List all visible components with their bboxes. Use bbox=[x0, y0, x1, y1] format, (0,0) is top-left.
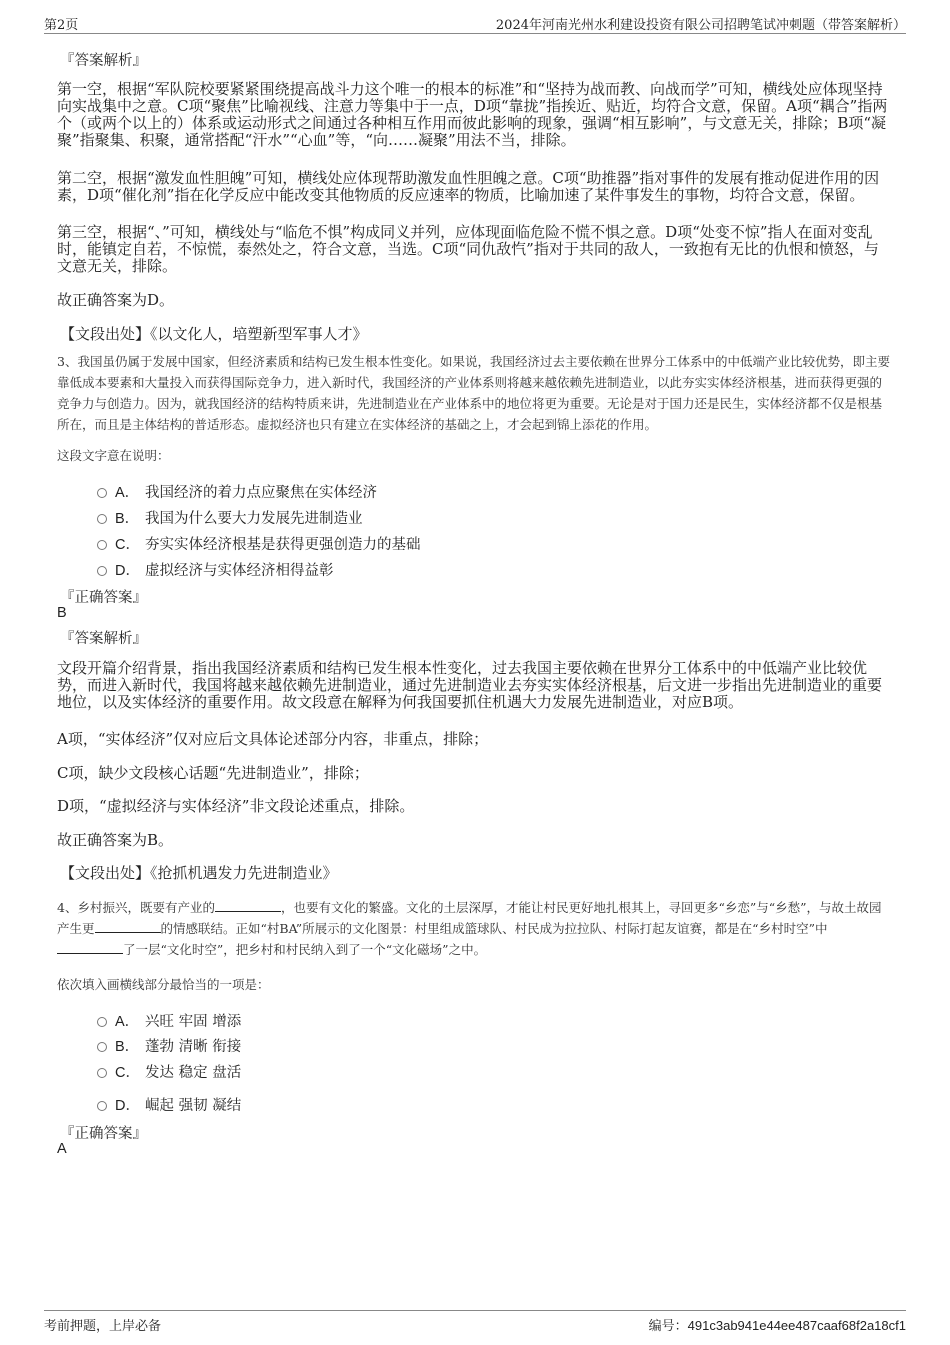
footer-slogan: 考前押题，上岸必备 bbox=[44, 1319, 162, 1334]
radio-icon[interactable] bbox=[97, 1101, 107, 1111]
q2-analysis-p3: 第三空，根据“、”可知，横线处与“临危不惧”构成同义并列，应体现面临危险不慌不惧之意。D项“处变不惊”指人在面对变乱时，能镇定自若，不惊慌，泰然处之，符合文意，当选。C项“同仇敌忾”指对于共同的敌人，一致抱有无比的仇恨和愤怒，与文意无关，排除。 bbox=[57, 223, 879, 275]
q3-option-d[interactable]: D． 虚拟经济与实体经济相得益彰 bbox=[97, 559, 334, 580]
q4-option-b[interactable]: B． 蓬勃 清晰 衔接 bbox=[97, 1035, 241, 1056]
q3-stem: 3、我国虽仍属于发展中国家，但经济素质和结构已发生根本性变化。如果说，我国经济过去主要依赖在世界分工体系中的中低端产业比较优势，即主要靠低成本要素和大量投入而获得国际竞争力，进入新时代，我国经济的产业体系则将越来越依赖先进制造业，以此夯实实体经济根基，进而获得更强的竞争力与创造力。因为，就我国经济的结构特质来讲，先进制造业在产业体系中的地位将更为重要。无论是对于国力还是民生，实体经济都不仅是根基所在，而且是主体结构的普适形态。虚拟经济也只有建立在实体经济的基础之上，才会起到锦上添花的作用。 bbox=[57, 354, 890, 432]
q3-conclusion: 故正确答案为B。 bbox=[57, 831, 174, 849]
radio-icon[interactable] bbox=[97, 1068, 107, 1078]
page-header bbox=[44, 12, 906, 34]
q4-prompt: 依次填入画横线部分最恰当的一项是： bbox=[57, 977, 270, 992]
q3-prompt: 这段文字意在说明： bbox=[57, 448, 170, 463]
q3-correct-answer: B bbox=[57, 605, 67, 621]
radio-icon[interactable] bbox=[97, 540, 107, 550]
q3-analysis-label: 『答案解析』 bbox=[60, 631, 147, 647]
q3-analysis-p3: C项，缺少文段核心话题“先进制造业”，排除； bbox=[57, 764, 369, 782]
radio-icon[interactable] bbox=[97, 1017, 107, 1027]
q3-option-c[interactable]: C． 夯实实体经济根基是获得更强创造力的基础 bbox=[97, 533, 421, 554]
blank-line bbox=[57, 942, 123, 954]
q4-option-c[interactable]: C． 发达 稳定 盘活 bbox=[97, 1061, 241, 1082]
q3-analysis-p2: A项，“实体经济”仅对应后文具体论述部分内容，非重点，排除； bbox=[57, 730, 489, 748]
blank-line bbox=[215, 900, 281, 912]
q3-source: 【文段出处】《抢抓机遇发力先进制造业》 bbox=[60, 864, 338, 882]
q4-correct-answer: A bbox=[57, 1141, 67, 1157]
blank-line bbox=[95, 921, 161, 933]
page-number: 第2页 bbox=[44, 18, 79, 33]
q3-option-b[interactable]: B． 我国为什么要大力发展先进制造业 bbox=[97, 507, 363, 528]
document-id: 编号：491c3ab941e44ee487caaf68f2a18cf1 bbox=[648, 1318, 906, 1333]
radio-icon[interactable] bbox=[97, 514, 107, 524]
q2-analysis-p2: 第二空，根据“激发血性胆魄”可知，横线处应体现帮助激发血性胆魄之意。C项“助推器”指对事件的发展有推动促进作用的因素，D项“催化剂”指在化学反应中能改变其他物质的反应速率的物质，比喻加速了某件事发生的事物，均符合文意，保留。 bbox=[57, 169, 880, 204]
q3-correct-label: 『正确答案』 bbox=[60, 590, 147, 606]
q2-source: 【文段出处】《以文化人，培塑新型军事人才》 bbox=[60, 325, 368, 343]
q3-option-a[interactable]: A． 我国经济的着力点应聚焦在实体经济 bbox=[97, 481, 377, 502]
q2-analysis-p1: 第一空，根据“军队院校要紧紧围绕提高战斗力这个唯一的根本的标准”和“坚持为战而教、向战而学”可知，横线处应体现坚持向实战集中之意。C项“聚焦”比喻视线、注意力等集中于一点，D项“靠拢”指挨近、贴近，均符合文意，保留。A项“耦合”指两个（或两个以上的）体系或运动形式之间通过各种相互作用而彼此影响的现象，强调“相互影响”，与文意无关，排除；B项“凝聚”指聚集、积聚，通常搭配“汗水”“心血”等，“向……凝聚”用法不当，排除。 bbox=[57, 80, 888, 149]
q3-analysis-p1: 文段开篇介绍背景，指出我国经济素质和结构已发生根本性变化，过去我国主要依赖在世界分工体系中的中低端产业比较优势，而进入新时代，我国将越来越依赖先进制造业，通过先进制造业去夯实实体经济根基，后文进一步指出先进制造业的重要地位，以及实体经济的重要作用。故文段意在解释为何我国要抓住机遇大力发展先进制造业，对应B项。 bbox=[57, 659, 883, 711]
q3-analysis-p4: D项，“虚拟经济与实体经济”非文段论述重点，排除。 bbox=[57, 797, 415, 815]
q4-option-a[interactable]: A． 兴旺 牢固 增添 bbox=[97, 1010, 241, 1031]
q4-option-d[interactable]: D． 崛起 强韧 凝结 bbox=[97, 1094, 241, 1115]
q2-conclusion: 故正确答案为D。 bbox=[57, 291, 175, 309]
radio-icon[interactable] bbox=[97, 1042, 107, 1052]
q4-stem: 4、乡村振兴，既要有产业的 ，也要有文化的繁盛。文化的土层深厚，才能让村民更好地扎根其上，寻回更多“乡恋”与“乡愁”，与故土故园产生更 的情感联结。正如“村BA”所展示的文化图景：村里组成篮球队、村民成为拉拉队、村际打起友谊赛，都是在“乡村时空”中了一层“文化时空”，把乡村和村民纳入到了一个“文化磁场”之中。 bbox=[57, 900, 882, 957]
page-footer bbox=[44, 1310, 906, 1334]
q4-correct-label: 『正确答案』 bbox=[60, 1126, 147, 1142]
radio-icon[interactable] bbox=[97, 566, 107, 576]
q2-analysis-label: 『答案解析』 bbox=[60, 53, 147, 69]
radio-icon[interactable] bbox=[97, 488, 107, 498]
document-title: 2024年河南光州水利建设投资有限公司招聘笔试冲刺题（带答案解析） bbox=[495, 18, 906, 33]
